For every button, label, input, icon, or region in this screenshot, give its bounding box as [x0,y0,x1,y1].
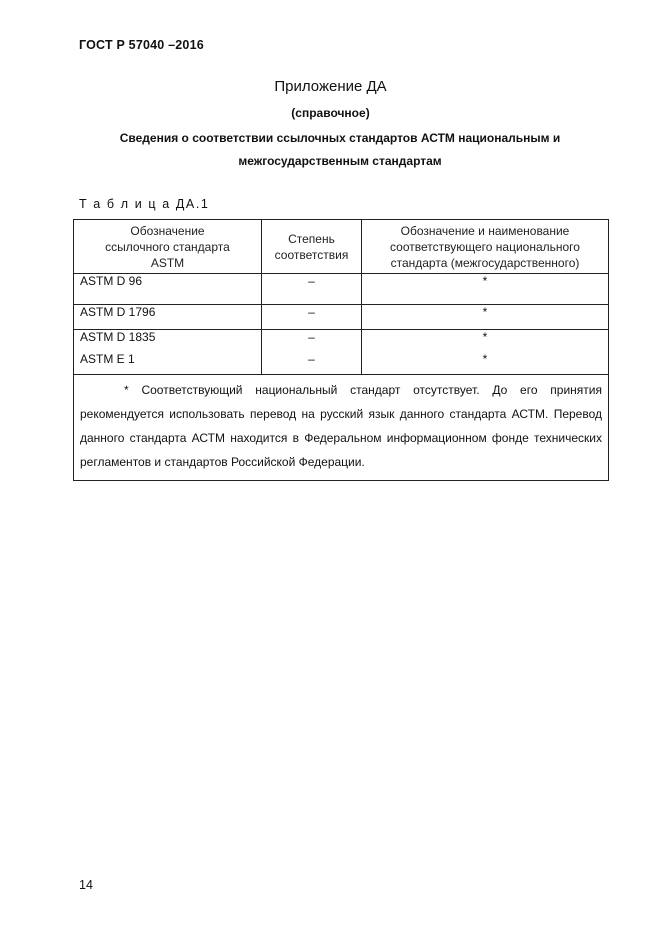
table-header-row [74,220,609,274]
footnote-text: * Соответствующий национальный стандарт отсутствует. До его принятия рекомендуется использовать перевод на русский язык данного стандарта АСТМ. Перевод данного стандарта АСТМ находится в Федеральном информационном фонде технических регламентов и стандартов Российской Федерации. [80,383,602,469]
table-row [74,305,609,330]
cell-national-standard: * [362,352,609,375]
table-row [74,330,609,353]
table-row [74,352,609,375]
header-national-standard: Обозначение и наименование соответствующего национального стандарта (межгосударственного) [362,220,609,274]
standards-table [73,219,609,481]
cell-national-standard: * [362,330,609,353]
header-degree: Степень соответствия [262,220,362,274]
table-row [74,274,609,305]
cell-degree: – [262,330,362,353]
cell-astm-code: ASTM D 1796 [74,305,262,330]
annex-title: Приложение ДА [274,78,387,95]
table-footnote-row [74,375,609,481]
cell-degree: – [262,274,362,305]
cell-national-standard: * [362,274,609,305]
page-number: 14 [79,878,93,892]
cell-astm-code: ASTM D 1835 [74,330,262,353]
cell-degree: – [262,305,362,330]
annex-note: (справочное) [291,106,370,120]
header-astm-code: Обозначение ссылочного стандарта ASTM [74,220,262,274]
cell-degree: – [262,352,362,375]
table-caption: Т а б л и ц а ДА.1 [79,197,210,211]
cell-national-standard: * [362,305,609,330]
document-code: ГОСТ Р 57040 –2016 [79,38,204,52]
table-footnote [74,375,609,481]
annex-heading: Сведения о соответствии ссылочных стандартов АСТМ национальным и межгосударственным стандартам [119,131,561,168]
cell-astm-code: ASTM E 1 [74,352,262,375]
cell-astm-code: ASTM D 96 [74,274,262,305]
